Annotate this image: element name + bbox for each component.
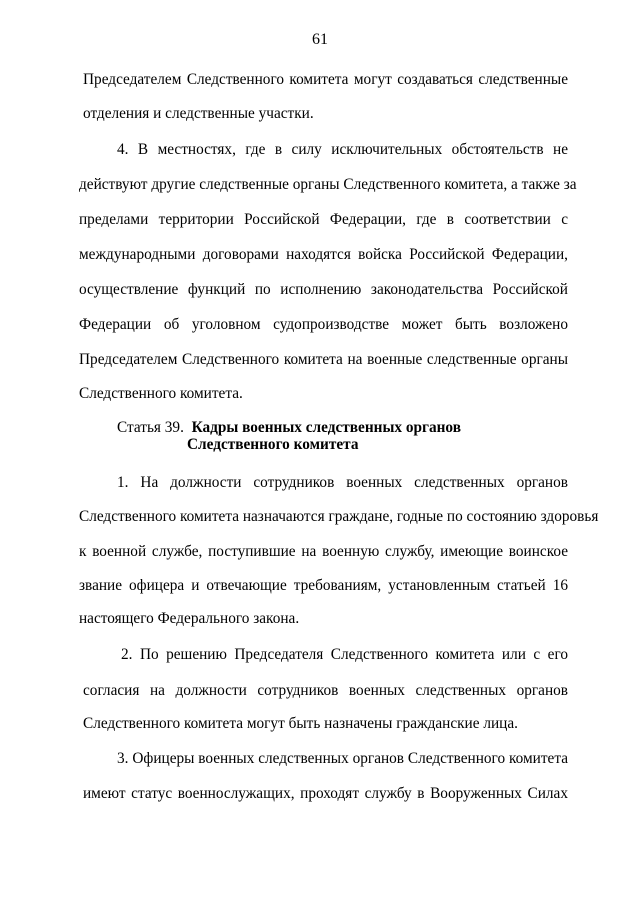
text-line: международными договорами находятся войска Российской Федерации, [79,246,568,263]
text-line: Федерации об уголовном судопроизводстве может быть возложено [79,316,568,333]
text-line: имеют статус военнослужащих, проходят службу в Вооруженных Силах [83,785,568,802]
text-line: 4. В местностях, где в силу исключительных обстоятельств не [117,141,568,158]
page-number: 61 [312,31,328,48]
text-line: 2. По решению Председателя Следственного комитета или с его [121,646,568,663]
text-line: звание офицера и отвечающие требованиям, установленным статьей 16 [79,577,568,594]
text-line: 1. На должности сотрудников военных следственных органов [117,474,568,491]
text-line: к военной службе, поступившие на военную службу, имеющие воинское [79,543,568,560]
text-line: отделения и следственные участки. [83,105,314,122]
text-line: осуществление функций по исполнению законодательства Российской [79,281,568,298]
text-line: пределами территории Российской Федерации, где в соответствии с [79,211,568,228]
text-line: действуют другие следственные органы Следственного комитета, а также за [79,176,577,193]
article-title: Кадры военных следственных органов [191,419,461,436]
text-line: Следственного комитета могут быть назначены гражданские лица. [83,715,518,732]
text-line: Председателем Следственного комитета могут создаваться следственные [83,71,568,88]
text-line: Следственного комитета. [79,385,243,402]
article-title-line2: Следственного комитета [187,436,359,453]
text-line: настоящего Федерального закона. [79,610,300,627]
text-line: Председателем Следственного комитета на военные следственные органы [79,351,568,368]
text-line: Следственного комитета назначаются граждане, годные по состоянию здоровья [79,508,599,525]
text-line: 3. Офицеры военных следственных органов Следственного комитета [117,750,568,767]
text-line: согласия на должности сотрудников военных следственных органов [83,682,568,699]
article-heading [117,419,461,437]
article-prefix: Статья 39. [117,419,184,436]
